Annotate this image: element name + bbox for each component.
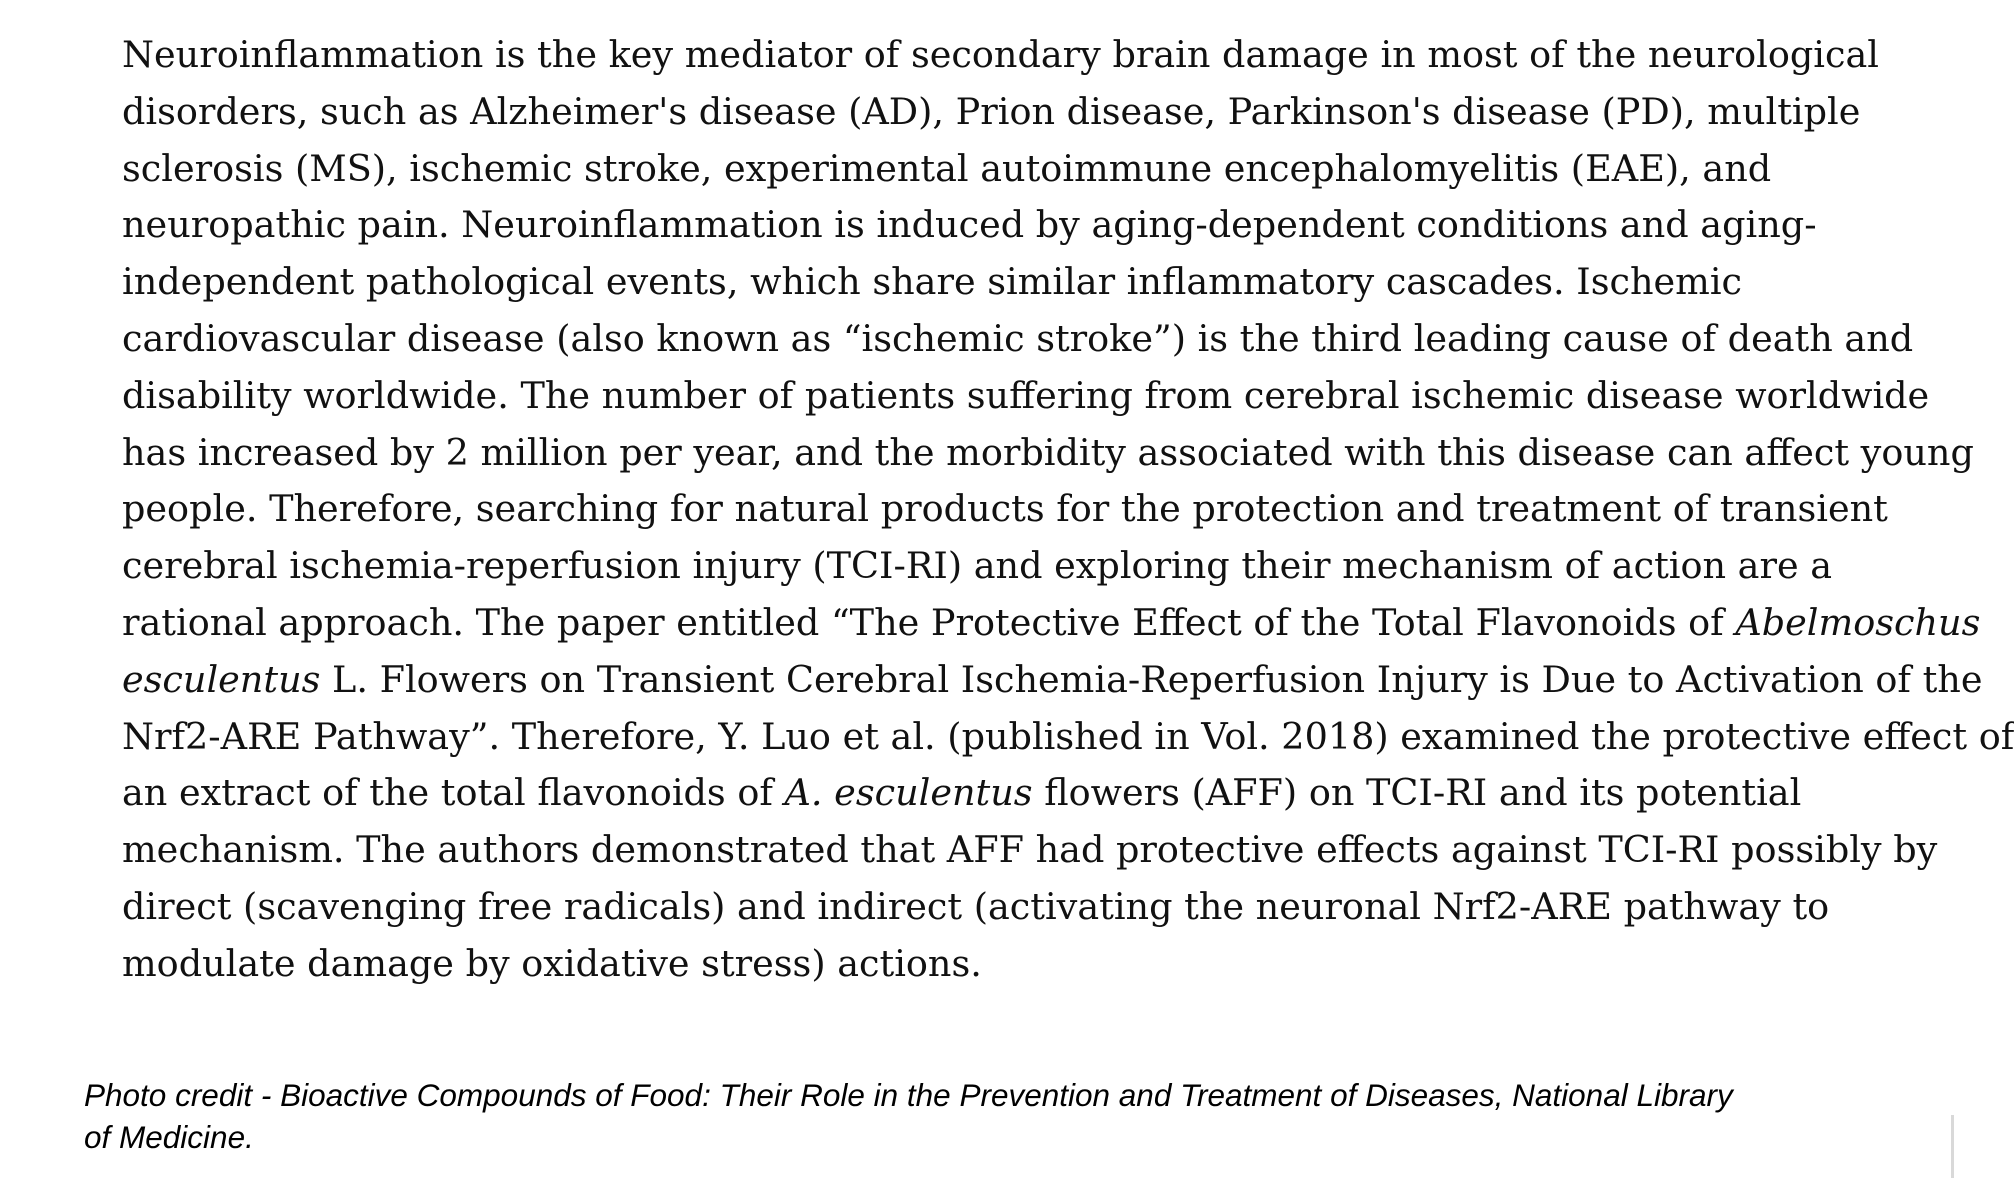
photo-credit-line: Photo credit - Bioactive Compounds of Food: Their Role in the Prevention and Treatment of Diseases, National Library (84, 1077, 1733, 1113)
text-run: disorders, such as Alzheimer's disease (AD), Prion disease, Parkinson's disease (PD), multiple (122, 89, 1861, 133)
italic-term: esculentus (122, 657, 321, 701)
text-run: disability worldwide. The number of patients suffering from cerebral ischemic disease worldwide (122, 373, 1930, 417)
paragraph-line (122, 425, 1974, 482)
text-run: flowers (AFF) on TCI-RI and its potential (1032, 771, 1802, 815)
page-edge-divider (1951, 1115, 1954, 1178)
paragraph-line (122, 197, 1948, 254)
photo-credit-line: of Medicine. (84, 1119, 254, 1155)
paragraph-line (122, 595, 1981, 652)
text-run: rational approach. The paper entitled “The Protective Effect of the Total Flavonoids of (122, 600, 1736, 644)
paragraph-line (122, 765, 1948, 822)
photo-credit (84, 1074, 1934, 1158)
text-run: direct (scavenging free radicals) and indirect (activating the neuronal Nrf2-ARE pathway to (122, 884, 1830, 928)
text-run: people. Therefore, searching for natural products for the protection and treatment of transient (122, 487, 1888, 531)
paragraph-line (122, 879, 1948, 936)
paragraph-line (122, 822, 1948, 879)
text-run: an extract of the total flavonoids of (122, 771, 785, 815)
paragraph-line (122, 27, 1948, 84)
text-run: has increased by 2 million per year, and the morbidity associated with this disease can affect young (122, 430, 1974, 474)
paragraph-line (122, 936, 1948, 993)
paragraph-line (122, 141, 1948, 198)
body-paragraph (122, 27, 2014, 993)
text-run: modulate damage by oxidative stress) actions. (122, 941, 982, 985)
paragraph-line (122, 254, 1948, 311)
paragraph-line (122, 311, 1948, 368)
paragraph-line (122, 84, 1948, 141)
text-run: Neuroinflammation is the key mediator of secondary brain damage in most of the neurological (122, 33, 1879, 76)
text-run: L. Flowers on Transient Cerebral Ischemia-Reperfusion Injury is Due to Activation of the (320, 657, 1983, 701)
italic-term: A. esculentus (784, 771, 1033, 815)
text-run: mechanism. The authors demonstrated that AFF had protective effects against TCI-RI possibly by (122, 828, 1938, 872)
paragraph-line (122, 368, 1948, 425)
text-run: neuropathic pain. Neuroinflammation is induced by aging-dependent conditions and aging- (122, 203, 1817, 247)
text-run: independent pathological events, which share similar inflammatory cascades. Ischemic (122, 260, 1743, 304)
text-run: cardiovascular disease (also known as “ischemic stroke”) is the third leading cause of death and (122, 316, 1914, 360)
paragraph-line (122, 538, 1948, 595)
paragraph-line (122, 652, 1983, 709)
paragraph-line (122, 481, 1948, 538)
text-run: Nrf2-ARE Pathway”. Therefore, Y. Luo et al. (published in Vol. 2018) examined the protective effect of (122, 714, 2014, 758)
paragraph-line (122, 709, 2014, 766)
text-run: sclerosis (MS), ischemic stroke, experimental autoimmune encephalomyelitis (EAE), and (122, 146, 1772, 190)
text-run: cerebral ischemia-reperfusion injury (TCI-RI) and exploring their mechanism of action are a (122, 544, 1833, 588)
italic-term: Abelmoschus (1735, 600, 1981, 644)
